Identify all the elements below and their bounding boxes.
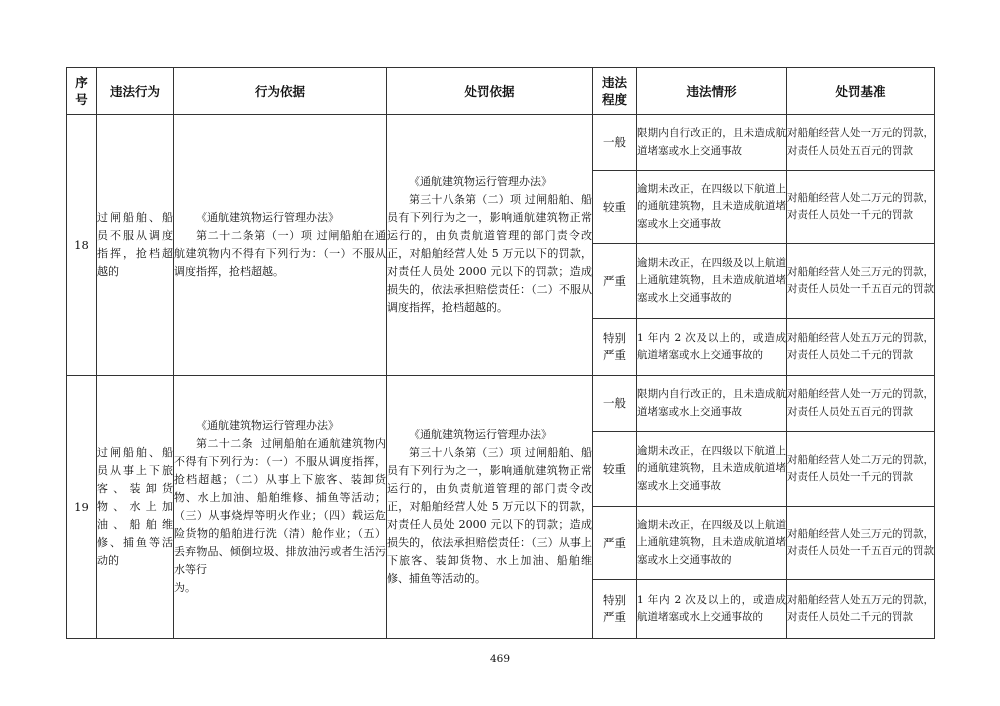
circumstance-cell: 限期内自行改正的，且未造成航道堵塞或水上交通事故 — [637, 115, 787, 171]
penalty-title: 《通航建筑物运行管理办法》 — [409, 175, 552, 188]
header-basis: 行为依据 — [174, 68, 387, 115]
row-index: 18 — [67, 115, 97, 376]
header-row — [67, 68, 935, 115]
penalty-text: 第三十八条第（二）项 过闸船舶、船员有下列行为之一，影响通航建筑物正常运行的，由负责航道管理的部门责令改正，对船舶经营人处 5 万元以下的罚款，对责任人员处 2000 元以下的罚款；造成损失的，依法承担赔偿责任：（二）不服从调度指挥，抢档超越的。 — [387, 193, 592, 314]
degree-cell: 特别 严重 — [593, 319, 637, 376]
header-circumstance: 违法情形 — [637, 68, 787, 115]
circumstance-cell: 逾期未改正，在四级以下航道上的通航建筑物，且未造成航道堵塞或水上交通事故 — [637, 171, 787, 244]
table-row — [67, 376, 935, 432]
standard-cell: 对船舶经营人处三万元的罚款，对责任人员处一千五百元的罚款 — [787, 244, 935, 319]
degree-cell: 较重 — [593, 432, 637, 507]
degree-cell: 特别 严重 — [593, 580, 637, 639]
degree-cell: 一般 — [593, 376, 637, 432]
standard-cell: 对船舶经营人处二万元的罚款，对责任人员处一千元的罚款 — [787, 171, 935, 244]
header-behavior: 违法行为 — [97, 68, 174, 115]
violation-behavior: 过闸船舶、船员不服从调度指挥，抢档超越的 — [97, 115, 174, 376]
penalty-title: 《通航建筑物运行管理办法》 — [409, 428, 552, 441]
standard-cell: 对船舶经营人处五万元的罚款，对责任人员处二千元的罚款 — [787, 319, 935, 376]
circumstance-cell: 逾期未改正，在四级及以上航道上通航建筑物，且未造成航道堵塞或水上交通事故的 — [637, 244, 787, 319]
header-penalty-basis: 处罚依据 — [387, 68, 593, 115]
standard-cell: 对船舶经营人处一万元的罚款，对责任人员处五百元的罚款 — [787, 376, 935, 432]
degree-cell: 严重 — [593, 507, 637, 580]
standard-cell: 对船舶经营人处五万元的罚款，对责任人员处二千元的罚款 — [787, 580, 935, 639]
circumstance-cell: 逾期未改正，在四级以下航道上的通航建筑物，且未造成航道堵塞或水上交通事故 — [637, 432, 787, 507]
penalty-text: 第三十八条第（三）项 过闸船舶、船员有下列行为之一，影响通航建筑物正常运行的，由负责航道管理的部门责令改正，对船舶经营人处 5 万元以下的罚款，对责任人员处 2000 元以下的罚款；造成损失的，依法承担赔偿责任：（三）从事上下旅客、装卸货物、水上加油、船舶维修、捕鱼等活动的。 — [387, 446, 592, 585]
violation-behavior: 过闸船舶、船员从事上下旅客、装卸货物、水上加油、船舶维修、捕鱼等活动的 — [97, 376, 174, 639]
circumstance-cell: 限期内自行改正的，且未造成航道堵塞或水上交通事故 — [637, 376, 787, 432]
header-index: 序 号 — [67, 68, 97, 115]
basis-text: 第二十二条第（一）项 过闸船舶在通航建筑物内不得有下列行为：（一）不服从调度指挥，抢档超越。 — [174, 229, 386, 278]
degree-cell: 一般 — [593, 115, 637, 171]
circumstance-cell: 1 年内 2 次及以上的，或造成航道堵塞或水上交通事故的 — [637, 580, 787, 639]
penalty-basis — [387, 115, 593, 376]
penalty-table — [66, 67, 935, 639]
standard-cell: 对船舶经营人处二万元的罚款，对责任人员处一千元的罚款 — [787, 432, 935, 507]
basis-title: 《通航建筑物运行管理办法》 — [196, 419, 339, 432]
page-number: 469 — [489, 653, 511, 665]
basis-title: 《通航建筑物运行管理办法》 — [196, 211, 339, 224]
header-degree: 违法 程度 — [593, 68, 637, 115]
standard-cell: 对船舶经营人处三万元的罚款，对责任人员处一千五百元的罚款 — [787, 507, 935, 580]
circumstance-cell: 1 年内 2 次及以上的，或造成航道堵塞或水上交通事故的 — [637, 319, 787, 376]
degree-cell: 严重 — [593, 244, 637, 319]
behavior-basis — [174, 115, 387, 376]
penalty-basis — [387, 376, 593, 639]
table-row — [67, 115, 935, 171]
behavior-basis — [174, 376, 387, 639]
degree-cell: 较重 — [593, 171, 637, 244]
row-index: 19 — [67, 376, 97, 639]
header-standard: 处罚基准 — [787, 68, 935, 115]
standard-cell: 对船舶经营人处一万元的罚款，对责任人员处五百元的罚款 — [787, 115, 935, 171]
basis-text: 第二十二条 过闸船舶在通航建筑物内不得有下列行为：（一）不服从调度指挥，抢档超越；（二）从事上下旅客、装卸货物、水上加油、船舶维修、捕鱼等活动；（三）从事烧焊等明火作业；（四）载运危险货物的船舶进行洗（清）舱作业；（五）丢弃物品、倾倒垃圾、排放油污或者生活污水等行 为。 — [174, 437, 386, 594]
circumstance-cell: 逾期未改正，在四级及以上航道上通航建筑物，且未造成航道堵塞或水上交通事故的 — [637, 507, 787, 580]
